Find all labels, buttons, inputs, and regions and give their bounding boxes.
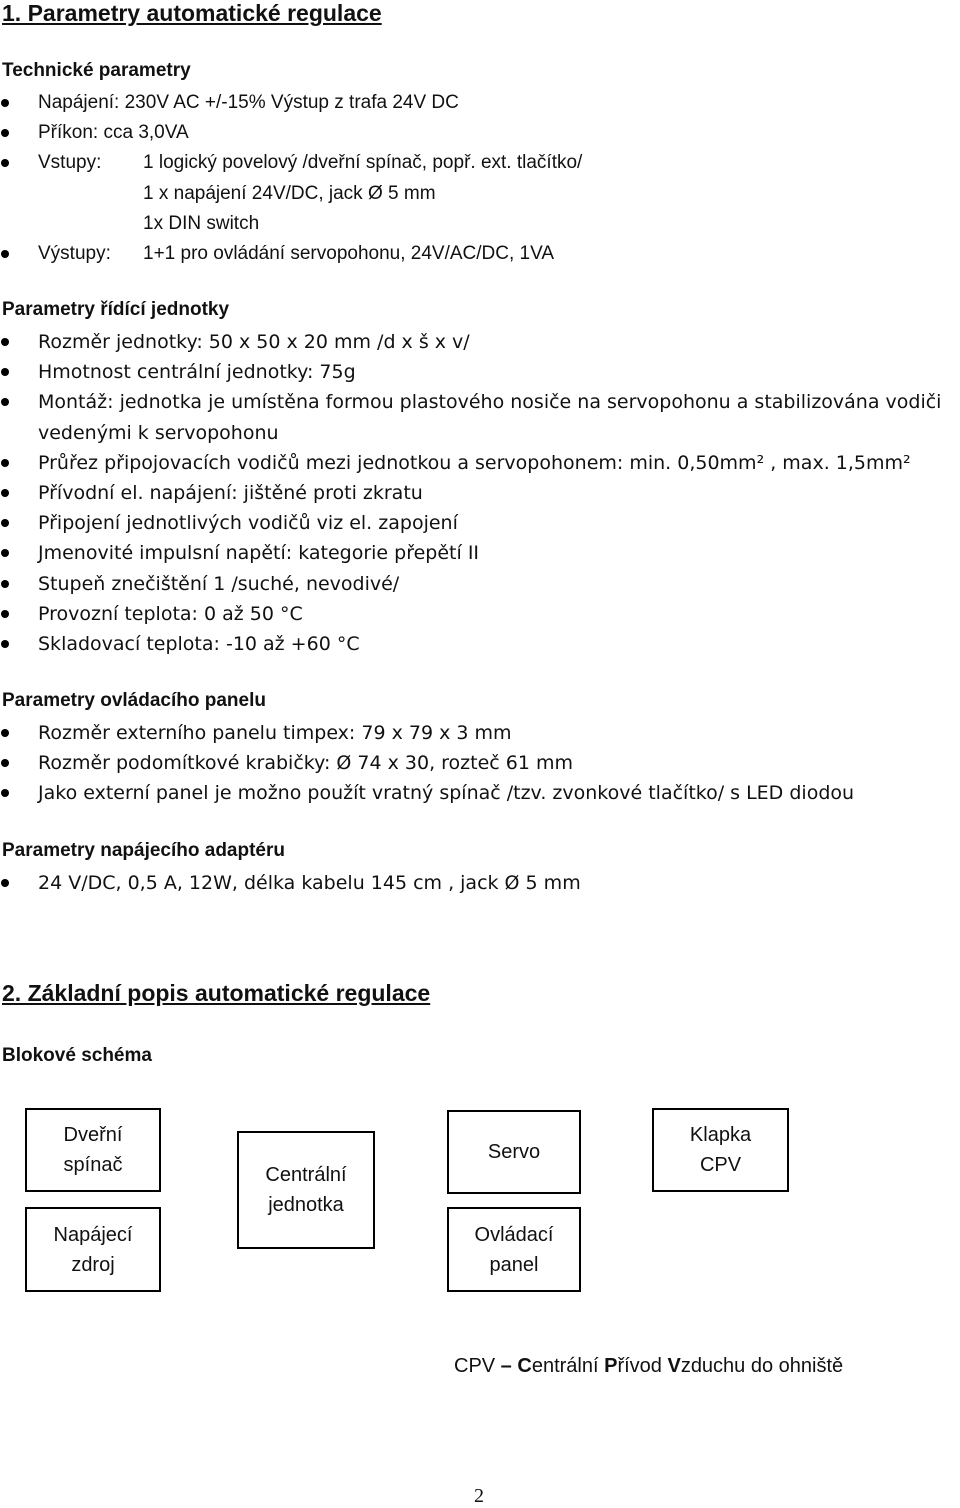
bullet-icon bbox=[1, 580, 9, 588]
bullet-icon bbox=[1, 368, 9, 376]
item-text: Montáž: jednotka je umístěna formou plastového nosiče na servopohonu a stabilizována vodiči vedenými k servopohonu bbox=[38, 391, 942, 444]
inputs-line: 1 x napájení 24V/DC, jack Ø 5 mm bbox=[143, 182, 436, 204]
technical-params-heading: Technické parametry bbox=[2, 60, 191, 81]
list-item bbox=[0, 868, 960, 898]
list-item bbox=[0, 88, 960, 118]
list-item bbox=[0, 387, 960, 447]
adapter-list bbox=[0, 868, 960, 898]
item-text: Stupeň znečištění 1 /suché, nevodivé/ bbox=[38, 572, 400, 595]
legend-word: entrální bbox=[531, 1355, 605, 1377]
adapter-heading: Parametry napájecího adaptéru bbox=[2, 840, 285, 861]
list-item bbox=[0, 239, 960, 269]
list-item bbox=[0, 778, 960, 808]
list-item bbox=[0, 357, 960, 387]
cpv-legend bbox=[454, 1355, 843, 1378]
legend-initial: P bbox=[604, 1355, 618, 1377]
power-supply-block bbox=[25, 1207, 161, 1292]
bullet-icon bbox=[1, 99, 9, 107]
item-text: Jako externí panel je možno použít vratný spínač /tzv. zvonkové tlačítko/ s LED diodou bbox=[38, 782, 855, 805]
door-switch-block bbox=[25, 1108, 161, 1192]
item-text: 24 V/DC, 0,5 A, 12W, délka kabelu 145 cm , jack Ø 5 mm bbox=[38, 872, 581, 894]
list-item bbox=[0, 508, 960, 538]
block-label: Servo bbox=[487, 1141, 541, 1163]
consumption-text: Příkon: cca 3,0VA bbox=[38, 122, 189, 144]
list-item bbox=[0, 629, 960, 659]
bullet-icon bbox=[1, 459, 9, 467]
bullet-icon bbox=[1, 519, 9, 527]
block-diagram-heading: Blokové schéma bbox=[2, 1045, 152, 1066]
bullet-icon bbox=[1, 729, 9, 737]
item-text: Jmenovité impulsní napětí: kategorie přepětí II bbox=[38, 542, 480, 565]
control-panel-block bbox=[447, 1207, 581, 1292]
bullet-icon bbox=[1, 129, 9, 137]
legend-initial: V bbox=[667, 1355, 681, 1377]
legend-initial: C bbox=[517, 1355, 532, 1377]
block-label: Klapka CPV bbox=[689, 1124, 752, 1176]
list-continuation bbox=[0, 209, 960, 239]
list-item bbox=[0, 448, 960, 478]
page-number: 2 bbox=[474, 1485, 484, 1507]
bullet-icon bbox=[1, 250, 9, 258]
legend-dash: – bbox=[495, 1355, 518, 1377]
list-item bbox=[0, 748, 960, 778]
legend-word: řívod bbox=[617, 1355, 668, 1377]
flap-cpv-block bbox=[652, 1108, 789, 1192]
panel-heading: Parametry ovládacího panelu bbox=[2, 690, 266, 711]
servo-block bbox=[447, 1110, 581, 1194]
inputs-line: 1x DIN switch bbox=[143, 212, 260, 234]
list-item bbox=[0, 569, 960, 599]
bullet-icon bbox=[1, 338, 9, 346]
block-label: Centrální jednotka bbox=[265, 1164, 347, 1216]
outputs-value: 1+1 pro ovládání servopohonu, 24V/AC/DC, 1VA bbox=[143, 243, 555, 265]
bullet-icon bbox=[1, 159, 9, 167]
bullet-icon bbox=[1, 640, 9, 648]
list-item bbox=[0, 148, 960, 178]
control-unit-heading: Parametry řídící jednotky bbox=[2, 299, 230, 320]
bullet-icon bbox=[1, 398, 9, 406]
legend-abbr: CPV bbox=[454, 1355, 496, 1377]
section-1-title: 1. Parametry automatické regulace bbox=[2, 0, 382, 26]
item-text: Rozměr podomítkové krabičky: Ø 74 x 30, rozteč 61 mm bbox=[38, 752, 573, 775]
list-item bbox=[0, 478, 960, 508]
bullet-icon bbox=[1, 789, 9, 797]
list-item bbox=[0, 718, 960, 748]
block-label: Napájecí zdroj bbox=[53, 1223, 133, 1276]
item-text: Průřez připojovacích vodičů mezi jednotkou a servopohonem: min. 0,50mm² , max. 1,5mm² bbox=[38, 451, 911, 474]
inputs-label: Vstupy: bbox=[38, 152, 102, 174]
item-text: Skladovací teplota: -10 až +60 °C bbox=[38, 633, 360, 656]
section-2-title: 2. Základní popis automatické regulace bbox=[2, 980, 431, 1006]
panel-list bbox=[0, 718, 960, 809]
list-item bbox=[0, 327, 960, 357]
list-continuation bbox=[0, 179, 960, 209]
item-text: Rozměr externího panelu timpex: 79 x 79 x 3 mm bbox=[38, 722, 512, 744]
list-item bbox=[0, 538, 960, 568]
item-text: Rozměr jednotky: 50 x 50 x 20 mm /d x š x v/ bbox=[38, 331, 470, 353]
legend-word: zduchu do ohniště bbox=[680, 1355, 844, 1377]
bullet-icon bbox=[1, 759, 9, 767]
item-text: Provozní teplota: 0 až 50 °C bbox=[38, 602, 303, 625]
block-label: Ovládací panel bbox=[474, 1223, 554, 1276]
bullet-icon bbox=[1, 549, 9, 557]
list-item bbox=[0, 599, 960, 629]
technical-params-list bbox=[0, 88, 960, 269]
power-text: Napájení: 230V AC +/-15% Výstup z trafa 24V DC bbox=[38, 92, 459, 113]
block-label: Dveřní spínač bbox=[63, 1124, 123, 1176]
control-unit-list bbox=[0, 327, 960, 659]
item-text: Připojení jednotlivých vodičů viz el. zapojení bbox=[38, 512, 458, 535]
bullet-icon bbox=[1, 879, 9, 887]
bullet-icon bbox=[1, 610, 9, 618]
central-unit-block bbox=[237, 1131, 375, 1249]
item-text: Hmotnost centrální jednotky: 75g bbox=[38, 361, 356, 384]
item-text: Přívodní el. napájení: jištěné proti zkratu bbox=[38, 482, 423, 505]
inputs-line: 1 logický povelový /dveřní spínač, popř. ext. tlačítko/ bbox=[143, 152, 583, 174]
outputs-label: Výstupy: bbox=[38, 243, 111, 265]
list-item bbox=[0, 118, 960, 148]
bullet-icon bbox=[1, 489, 9, 497]
